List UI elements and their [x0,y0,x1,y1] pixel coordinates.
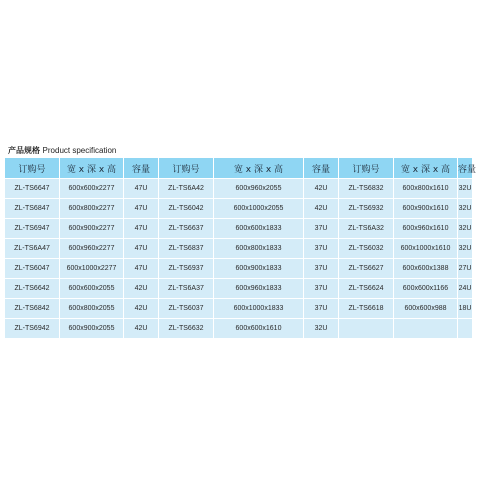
capacity-cell: 37U [304,239,339,259]
capacity-cell: 47U [124,219,159,239]
capacity-cell: 32U [458,239,473,259]
header-dimensions: 宽 x 深 x 高 [394,158,458,179]
dimensions-cell: 600x1000x1610 [394,239,458,259]
dimensions-cell: 600x900x1833 [214,259,304,279]
capacity-cell: 47U [124,259,159,279]
capacity-cell: 37U [304,219,339,239]
order-no-cell: ZL-TS6624 [339,279,394,299]
capacity-cell: 42U [124,319,159,339]
capacity-cell: 32U [458,219,473,239]
dimensions-cell: 600x600x2055 [60,279,124,299]
dimensions-cell: 600x600x1610 [214,319,304,339]
order-no-cell: ZL-TS6837 [159,239,214,259]
dimensions-cell: 600x960x1610 [394,219,458,239]
order-no-cell: ZL-TS6047 [5,259,60,279]
capacity-cell: 37U [304,299,339,319]
order-no-cell: ZL-TS6037 [159,299,214,319]
capacity-cell: 42U [304,179,339,199]
dimensions-cell: 600x960x2055 [214,179,304,199]
order-no-cell: ZL-TS6618 [339,299,394,319]
dimensions-cell: 600x900x1610 [394,199,458,219]
header-order-no: 订购号 [339,158,394,179]
dimensions-cell: 600x960x2277 [60,239,124,259]
header-capacity: 容量 [304,158,339,179]
dimensions-cell: 600x600x1166 [394,279,458,299]
dimensions-cell: 600x1000x2055 [214,199,304,219]
capacity-cell: 27U [458,259,473,279]
dimensions-cell: 600x800x1610 [394,179,458,199]
table-row [5,259,473,279]
dimensions-cell: 600x900x2277 [60,219,124,239]
dimensions-cell: 600x900x2055 [60,319,124,339]
order-no-cell: ZL-TS6942 [5,319,60,339]
capacity-cell: 42U [304,199,339,219]
capacity-cell: 42U [124,279,159,299]
order-no-cell: ZL-TS6627 [339,259,394,279]
capacity-cell: 42U [124,299,159,319]
capacity-cell: 37U [304,279,339,299]
capacity-cell: 37U [304,259,339,279]
header-capacity: 容量 [124,158,159,179]
order-no-cell: ZL-TS6637 [159,219,214,239]
capacity-cell: 47U [124,239,159,259]
header-dimensions: 宽 x 深 x 高 [214,158,304,179]
capacity-cell: 24U [458,279,473,299]
order-no-cell: ZL-TS6632 [159,319,214,339]
table-row [5,179,473,199]
order-no-cell: ZL-TS6A32 [339,219,394,239]
header-dimensions: 宽 x 深 x 高 [60,158,124,179]
empty-cell [339,319,394,339]
order-no-cell: ZL-TS6A47 [5,239,60,259]
capacity-cell: 32U [458,199,473,219]
order-no-cell: ZL-TS6842 [5,299,60,319]
table-row [5,239,473,259]
dimensions-cell: 600x1000x1833 [214,299,304,319]
order-no-cell: ZL-TS6832 [339,179,394,199]
section-title [8,145,116,156]
dimensions-cell: 600x600x988 [394,299,458,319]
order-no-cell: ZL-TS6642 [5,279,60,299]
table-row [5,279,473,299]
capacity-cell: 32U [458,179,473,199]
table-row [5,299,473,319]
empty-cell [394,319,458,339]
dimensions-cell: 600x600x1388 [394,259,458,279]
header-order-no: 订购号 [5,158,60,179]
order-no-cell: ZL-TS6A42 [159,179,214,199]
section-title-en: Product specification [42,146,117,155]
capacity-cell: 47U [124,179,159,199]
table-header-row [5,158,473,179]
order-no-cell: ZL-TS6937 [159,259,214,279]
capacity-cell: 18U [458,299,473,319]
dimensions-cell: 600x600x1833 [214,219,304,239]
table-row [5,219,473,239]
empty-cell [458,319,473,339]
table-row [5,319,473,339]
section-title-cn: 产品规格 [8,146,40,155]
order-no-cell: ZL-TS6A37 [159,279,214,299]
dimensions-cell: 600x1000x2277 [60,259,124,279]
order-no-cell: ZL-TS6032 [339,239,394,259]
header-order-no: 订购号 [159,158,214,179]
dimensions-cell: 600x960x1833 [214,279,304,299]
order-no-cell: ZL-TS6932 [339,199,394,219]
product-spec-table [4,157,477,339]
dimensions-cell: 600x600x2277 [60,179,124,199]
capacity-cell: 47U [124,199,159,219]
order-no-cell: ZL-TS6042 [159,199,214,219]
dimensions-cell: 600x800x2277 [60,199,124,219]
table-row [5,199,473,219]
capacity-cell: 32U [304,319,339,339]
order-no-cell: ZL-TS6947 [5,219,60,239]
order-no-cell: ZL-TS6847 [5,199,60,219]
dimensions-cell: 600x800x1833 [214,239,304,259]
order-no-cell: ZL-TS6647 [5,179,60,199]
header-capacity: 容量 [458,158,473,179]
dimensions-cell: 600x800x2055 [60,299,124,319]
